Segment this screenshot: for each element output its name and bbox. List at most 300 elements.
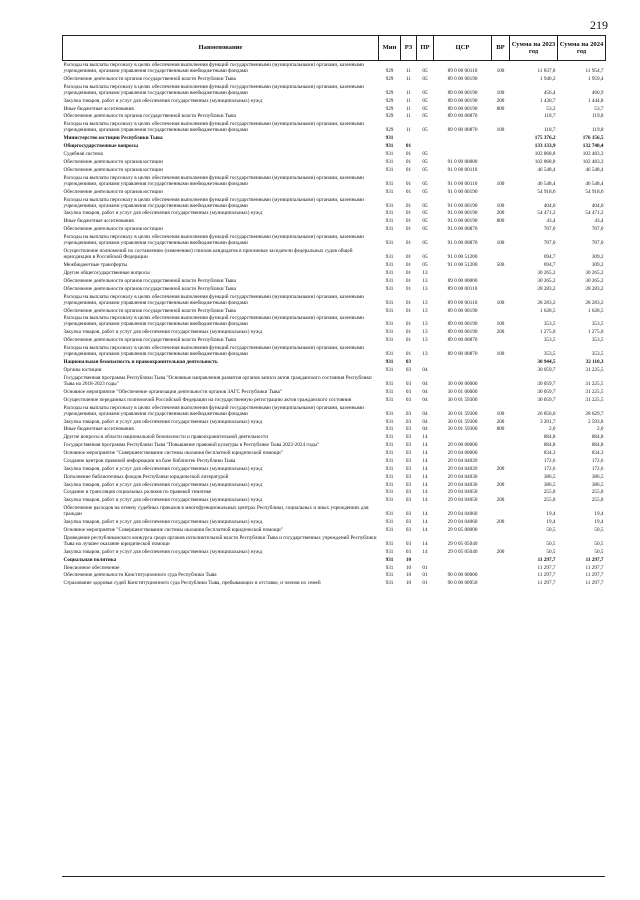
row-csr: 91 0 00 00000: [447, 158, 478, 165]
row-pr: [417, 142, 434, 150]
row-rz: 01: [405, 351, 412, 358]
table-row: [63, 396, 606, 404]
row-name: Обеспечение деятельности органов государственной власти Республики Тыва: [63, 307, 236, 314]
row-name: Обеспечение деятельности органов юстиции: [63, 188, 163, 195]
row-vr: [492, 579, 510, 587]
row-sum-2023: 30 944,5: [537, 359, 556, 366]
row-name: Обеспечение деятельности Конституционного суда Республики Тыва: [63, 572, 217, 579]
row-sum-2024: 172,6: [591, 465, 604, 472]
row-csr: 89 0 00 00110: [447, 67, 478, 74]
row-rz: 03: [405, 359, 412, 366]
row-name: Расходы на выплаты персоналу в целях обеспечения выполнения функций государственными (муниципальными) органами, казенными учреждениями, органами управления государственными внебюджетными фондами: [63, 293, 364, 306]
row-min: 931: [385, 481, 394, 488]
row-csr: 29 0 04 04050: [447, 497, 478, 504]
row-sum-2024: 1 628,5: [587, 307, 604, 314]
row-sum-2024: 172,6: [591, 457, 604, 464]
row-csr: 29 0 04 04050: [447, 489, 478, 496]
row-sum-2024: 31 225,5: [585, 396, 604, 403]
row-vr: 800: [496, 105, 505, 112]
row-rz: 03: [405, 481, 412, 488]
row-min: 931: [385, 450, 394, 457]
row-sum-2023: 30 265,2: [537, 277, 556, 284]
row-csr: [434, 150, 492, 158]
row-csr: [434, 134, 492, 142]
table-row: [63, 449, 606, 457]
header-csr: ЦСР: [434, 36, 492, 61]
row-csr: [434, 564, 492, 572]
row-csr: 89 0 00 00870: [447, 113, 478, 120]
row-pr: 13: [422, 285, 428, 292]
table-row: [63, 404, 606, 418]
row-sum-2023: 255,8: [543, 497, 556, 504]
row-csr: [434, 358, 492, 366]
row-pr: 05: [422, 89, 428, 96]
row-min: 931: [385, 285, 394, 292]
row-pr: 13: [422, 277, 428, 284]
row-sum-2023: 834,3: [543, 450, 556, 457]
row-sum-2024: 102 483,3: [582, 151, 604, 158]
table-row: [63, 166, 606, 174]
row-sum-2023: 28 283,2: [537, 299, 556, 306]
row-vr: 100: [496, 351, 505, 358]
row-pr: 04: [422, 380, 428, 387]
row-min: 931: [385, 489, 394, 496]
row-rz: 01: [405, 277, 412, 284]
row-sum-2024: 2,0: [597, 426, 604, 433]
row-pr: 13: [422, 299, 428, 306]
row-name: Государственная программа Республики Тыва "Основные направления развития органов записи актов гражданского состояния Республики Тыва на 2018-2023 годы": [63, 374, 372, 387]
row-csr: 29 0 05 05040: [447, 540, 478, 547]
row-rz: 01: [405, 210, 412, 217]
row-sum-2024: 50,5: [594, 548, 604, 555]
row-name: Расходы на выплаты персоналу в целях обеспечения выполнения функций государственными (муниципальными) органами, казенными учреждениями, органами управления государственными внебюджетными фондами: [63, 234, 364, 247]
row-rz: 03: [405, 418, 412, 425]
row-min: 929: [385, 89, 394, 96]
table-row: [63, 457, 606, 465]
row-sum-2023: 50,5: [546, 540, 556, 547]
row-pr: 01: [422, 580, 428, 587]
table-row: [63, 564, 606, 572]
row-name: Обеспечение деятельности органов государственной власти Республики Тыва: [63, 337, 236, 344]
row-sum-2024: 102 483,3: [582, 158, 604, 165]
row-name: Осуществление переданных полномочий Российской Федерации на государственную регистрацию актов гражданского состояния: [63, 396, 352, 403]
row-sum-2024: 132 748,4: [582, 143, 604, 150]
row-sum-2024: 1 959,4: [587, 75, 604, 82]
table-row: [63, 465, 606, 473]
row-sum-2024: 176 156,5: [582, 135, 604, 142]
row-sum-2023: 2,0: [549, 426, 556, 433]
row-rz: 03: [405, 426, 412, 433]
row-sum-2024: 11 297,7: [585, 572, 604, 579]
header-rz: РЗ: [401, 36, 417, 61]
row-sum-2023: 694,7: [543, 254, 556, 261]
table-row: [63, 366, 606, 374]
row-min: 931: [385, 465, 394, 472]
table-row: [63, 225, 606, 233]
table-row: [63, 579, 606, 587]
row-rz: 11: [406, 127, 411, 134]
row-pr: 04: [422, 396, 428, 403]
row-vr: [492, 457, 510, 465]
table-row: [63, 75, 606, 83]
row-rz: 01: [405, 262, 412, 269]
row-pr: 13: [422, 321, 428, 328]
row-sum-2024: 119,8: [592, 113, 604, 120]
row-csr: 29 0 05 05040: [447, 548, 478, 555]
row-vr: [492, 489, 510, 497]
row-pr: 14: [422, 519, 428, 526]
row-vr: 100: [496, 180, 505, 187]
row-name: Обеспечение деятельности органов юстиции: [63, 166, 163, 173]
row-csr: 89 0 00 00190: [447, 329, 478, 336]
row-min: 931: [385, 277, 394, 284]
row-rz: 01: [405, 143, 412, 150]
row-csr: 30 0 01 59300: [447, 396, 478, 403]
row-sum-2024: 43,4: [594, 218, 604, 225]
row-name: Страхование здоровья судей Конституционного суда Республики Тыва, пребывающих в отставке, и членов их семей: [63, 580, 321, 587]
row-name: Иные бюджетные ассигнования: [63, 105, 134, 112]
table-row: [63, 328, 606, 336]
row-pr: 14: [422, 497, 428, 504]
table-row: [63, 277, 606, 285]
row-vr: [492, 358, 510, 366]
row-sum-2024: 54 471,2: [585, 210, 604, 217]
row-sum-2024: 2 593,8: [587, 418, 604, 425]
table-row: [63, 572, 606, 580]
row-vr: 500: [496, 262, 505, 269]
row-rz: 01: [405, 202, 412, 209]
row-csr: 91 0 00 00870: [447, 240, 478, 247]
row-min: 929: [385, 67, 394, 74]
table-row: [63, 526, 606, 534]
row-name: Расходы на выплаты персоналу в целях обеспечения выполнения функций государственными (муниципальными) органами, казенными учреждениями, органами управления государственными внебюджетными фондами: [63, 196, 364, 209]
row-pr: 14: [422, 473, 428, 480]
row-csr: 29 0 04 04060: [447, 519, 478, 526]
row-sum-2024: 386,5: [591, 481, 604, 488]
row-vr: [492, 526, 510, 534]
row-vr: [492, 572, 510, 580]
row-rz: 03: [405, 489, 412, 496]
table-header-row: [63, 36, 606, 61]
page-number: 219: [590, 18, 608, 32]
row-min: 931: [385, 410, 394, 417]
row-rz: 03: [405, 465, 412, 472]
row-sum-2024: 30 265,2: [585, 269, 604, 276]
row-rz: 03: [405, 526, 412, 533]
row-vr: [492, 374, 510, 388]
row-rz: 03: [405, 450, 412, 457]
row-vr: 200: [496, 519, 505, 526]
row-vr: 200: [496, 418, 505, 425]
header-sum-2024: Сумма на 2024 год: [558, 36, 606, 61]
table-row: [63, 261, 606, 269]
row-min: 931: [385, 572, 394, 579]
row-rz: 10: [405, 580, 412, 587]
row-pr: 14: [422, 548, 428, 555]
table-row: [63, 473, 606, 481]
row-vr: 200: [496, 329, 505, 336]
row-name: Расходы на выплаты персоналу в целях обеспечения выполнения функций государственными (муниципальными) органами, казенными учреждениями, органами управления государственными внебюджетными фондами: [63, 174, 364, 187]
row-name: Обеспечение деятельности органов юстиции: [63, 226, 163, 233]
row-min: 931: [385, 418, 394, 425]
row-pr: 13: [422, 307, 428, 314]
row-csr: [434, 433, 492, 441]
table-body: [63, 61, 606, 588]
row-min: 931: [385, 321, 394, 328]
row-min: 931: [385, 188, 394, 195]
table-row: [63, 105, 606, 113]
row-pr: 01: [422, 572, 428, 579]
row-vr: [492, 142, 510, 150]
table-row: [63, 134, 606, 142]
row-sum-2024: 309,2: [591, 262, 604, 269]
row-pr: 05: [422, 166, 428, 173]
row-pr: 13: [422, 337, 428, 344]
row-sum-2023: 133 133,9: [534, 143, 556, 150]
row-rz: 01: [405, 180, 412, 187]
row-pr: 04: [422, 418, 428, 425]
row-min: 931: [385, 511, 394, 518]
row-rz: 03: [405, 388, 412, 395]
row-rz: 11: [406, 75, 411, 82]
row-min: 931: [385, 337, 394, 344]
row-csr: 89 0 00 00190: [447, 307, 478, 314]
row-min: 931: [385, 519, 394, 526]
row-pr: 05: [422, 105, 428, 112]
row-min: 931: [385, 151, 394, 158]
row-min: 931: [385, 269, 394, 276]
row-sum-2024: 707,0: [591, 240, 604, 247]
header-name: Наименование: [63, 36, 379, 61]
row-min: 931: [385, 329, 394, 336]
row-rz: 11: [406, 105, 411, 112]
row-csr: [434, 269, 492, 277]
row-sum-2023: 386,5: [543, 481, 556, 488]
row-vr: 100: [496, 240, 505, 247]
row-vr: [492, 166, 510, 174]
row-pr: 05: [422, 180, 428, 187]
table-row: [63, 247, 606, 261]
table-row: [63, 217, 606, 225]
row-pr: 13: [422, 329, 428, 336]
row-pr: 14: [422, 489, 428, 496]
header-vr: ВР: [492, 36, 510, 61]
table-row: [63, 374, 606, 388]
row-vr: [492, 150, 510, 158]
row-sum-2023: 707,0: [543, 226, 556, 233]
row-csr: 29 0 04 04020: [447, 465, 478, 472]
row-vr: 200: [496, 465, 505, 472]
row-rz: 01: [405, 166, 412, 173]
row-min: 929: [385, 97, 394, 104]
table-row: [63, 210, 606, 218]
row-min: 931: [385, 307, 394, 314]
row-sum-2024: 32 110,3: [585, 359, 604, 366]
row-name: Государственная программа Республики Тыва "Повышение правовой культуры в Республике Тыва 2022-2024 годы": [63, 442, 320, 449]
row-min: 931: [385, 143, 394, 150]
row-name: Осуществление полномочий по составлению (изменению) списков кандидатов в присяжные заседатели федеральных судов общей юрисдикции в Российской Федерации: [63, 248, 353, 261]
table-row: [63, 315, 606, 329]
row-csr: 30 0 00 00000: [447, 380, 478, 387]
row-rz: 03: [405, 396, 412, 403]
row-name: Основное мероприятие "Обеспечение организации деятельности органов ЗАГС Республики Тыва": [63, 388, 282, 395]
row-sum-2023: 28 283,2: [537, 285, 556, 292]
row-name: Проведение республиканского конкурса среди органов исполнительной власти Республики Тыва и государственных учреждений Республики Тыва на лучшее оказание юридической помощи: [63, 534, 377, 547]
row-pr: [417, 556, 434, 564]
row-vr: 100: [496, 89, 505, 96]
row-name: Национальная безопасность и правоохранительная деятельность: [63, 359, 218, 366]
row-sum-2023: 50,5: [546, 548, 556, 555]
row-csr: 91 0 00 00190: [447, 188, 478, 195]
row-rz: 01: [405, 299, 412, 306]
row-csr: 30 0 01 00000: [447, 388, 478, 395]
row-rz: 03: [405, 497, 412, 504]
budget-table: [62, 35, 606, 587]
row-min: 931: [385, 180, 394, 187]
row-csr: 91 0 00 00110: [447, 180, 478, 187]
row-pr: 05: [422, 188, 428, 195]
row-pr: 05: [422, 210, 428, 217]
row-sum-2024: 404,0: [591, 202, 604, 209]
row-sum-2023: 11 297,7: [537, 564, 556, 571]
row-rz: 11: [406, 67, 411, 74]
row-sum-2024: 46 548,4: [585, 180, 604, 187]
row-sum-2023: 172,6: [543, 465, 556, 472]
row-vr: 100: [496, 127, 505, 134]
row-sum-2024: 50,5: [594, 526, 604, 533]
row-csr: 29 0 00 00000: [447, 442, 478, 449]
row-vr: 200: [496, 548, 505, 555]
row-vr: [492, 388, 510, 396]
row-pr: 05: [422, 218, 428, 225]
row-pr: 05: [422, 67, 428, 74]
row-sum-2023: 353,5: [543, 321, 556, 328]
row-name: Пенсионное обеспечение: [63, 564, 120, 571]
row-vr: 200: [496, 481, 505, 488]
row-csr: 30 0 01 59300: [447, 426, 478, 433]
row-sum-2024: 119,8: [592, 127, 604, 134]
row-sum-2023: 1 628,5: [539, 307, 556, 314]
row-csr: 29 0 04 00000: [447, 450, 478, 457]
row-pr: 05: [422, 226, 428, 233]
row-min: 931: [385, 457, 394, 464]
row-pr: 14: [422, 540, 428, 547]
table-row: [63, 196, 606, 210]
row-min: 931: [385, 380, 394, 387]
row-sum-2024: 53,7: [594, 105, 604, 112]
row-rz: 10: [405, 564, 412, 571]
row-sum-2023: 11 297,7: [537, 580, 556, 587]
row-csr: 91 0 00 51200: [447, 262, 478, 269]
row-vr: [492, 396, 510, 404]
row-rz: [401, 134, 417, 142]
row-csr: 91 0 00 00110: [447, 166, 478, 173]
row-rz: 01: [405, 188, 412, 195]
row-min: 931: [385, 426, 394, 433]
table-row: [63, 269, 606, 277]
row-min: 931: [385, 473, 394, 480]
row-sum-2024: 353,5: [591, 321, 604, 328]
row-sum-2024: 31 225,5: [585, 380, 604, 387]
row-min: 931: [385, 442, 394, 449]
row-sum-2023: 3 201,7: [539, 418, 556, 425]
row-name: Межбюджетные трансферты: [63, 262, 128, 269]
row-csr: 29 0 04 04030: [447, 481, 478, 488]
row-pr: 05: [422, 202, 428, 209]
row-csr: [434, 142, 492, 150]
row-pr: 05: [422, 113, 428, 120]
row-vr: [492, 188, 510, 196]
row-sum-2024: 30 265,2: [585, 277, 604, 284]
row-sum-2023: 1 430,7: [539, 97, 556, 104]
row-sum-2023: 1 940,2: [539, 75, 556, 82]
header-sum-2023: Сумма на 2023 год: [510, 36, 558, 61]
row-vr: 100: [496, 67, 505, 74]
row-csr: 91 0 00 00190: [447, 202, 478, 209]
row-sum-2023: 456,4: [543, 89, 556, 96]
row-pr: 04: [422, 366, 428, 373]
row-min: 931: [385, 526, 394, 533]
row-sum-2024: 11 297,7: [585, 564, 604, 571]
row-csr: 89 0 00 00870: [447, 127, 478, 134]
table-row: [63, 158, 606, 166]
row-min: 931: [385, 580, 394, 587]
row-name: Закупка товаров, работ и услуг для обеспечения государственных (муниципальных) нужд: [63, 418, 263, 425]
row-vr: [492, 134, 510, 142]
row-min: 931: [385, 262, 394, 269]
row-sum-2023: 1 275,0: [539, 329, 556, 336]
row-csr: 91 0 00 00190: [447, 218, 478, 225]
row-pr: 14: [422, 450, 428, 457]
row-name: Обеспечение деятельности органов государственной власти Республики Тыва: [63, 277, 236, 284]
row-name: Расходы на выплаты персоналу в целях обеспечения выполнения функций государственными (муниципальными) органами, казенными учреждениями, органами управления государственными внебюджетными фондами: [63, 345, 364, 358]
row-name: Расходы на выплаты персоналу в целях обеспечения выполнения функций государственными (муниципальными) органами, казенными учреждениями, органами управления государственными внебюджетными фондами: [63, 61, 364, 74]
row-min: 931: [385, 226, 394, 233]
row-pr: 14: [422, 526, 428, 533]
row-min: 931: [385, 210, 394, 217]
row-min: 929: [385, 113, 394, 120]
row-rz: 11: [406, 113, 411, 120]
row-sum-2024: 28 283,2: [585, 299, 604, 306]
table-row: [63, 518, 606, 526]
row-sum-2023: 172,6: [543, 457, 556, 464]
row-name: Закупка товаров, работ и услуг для обеспечения государственных (муниципальных) нужд: [63, 97, 263, 104]
row-name: Создание и трансляция социальных роликов по правовой тематике: [63, 489, 212, 496]
row-name: Обеспечение деятельности органов государственной власти Республики Тыва: [63, 75, 236, 82]
table-row: [63, 433, 606, 441]
row-name: Закупка товаров, работ и услуг для обеспечения государственных (муниципальных) нужд: [63, 329, 263, 336]
row-min: 931: [385, 202, 394, 209]
row-sum-2023: 30 265,2: [537, 269, 556, 276]
row-sum-2024: 19,4: [594, 511, 604, 518]
table-row: [63, 174, 606, 188]
row-rz: 01: [405, 307, 412, 314]
row-name: Обеспечение деятельности органов государственной власти Республики Тыва: [63, 113, 236, 120]
row-vr: [492, 158, 510, 166]
row-pr: [417, 358, 434, 366]
row-min: 931: [385, 540, 394, 547]
row-sum-2023: 50,5: [546, 526, 556, 533]
table-bottom-border: [62, 876, 605, 877]
row-csr: 89 0 00 00190: [447, 89, 478, 96]
table-row: [63, 285, 606, 293]
row-rz: 03: [405, 548, 412, 555]
row-rz: 01: [405, 269, 412, 276]
header-pr: ПР: [417, 36, 434, 61]
row-rz: 11: [406, 97, 411, 104]
row-sum-2023: 884,8: [543, 434, 556, 441]
table-row: [63, 344, 606, 358]
